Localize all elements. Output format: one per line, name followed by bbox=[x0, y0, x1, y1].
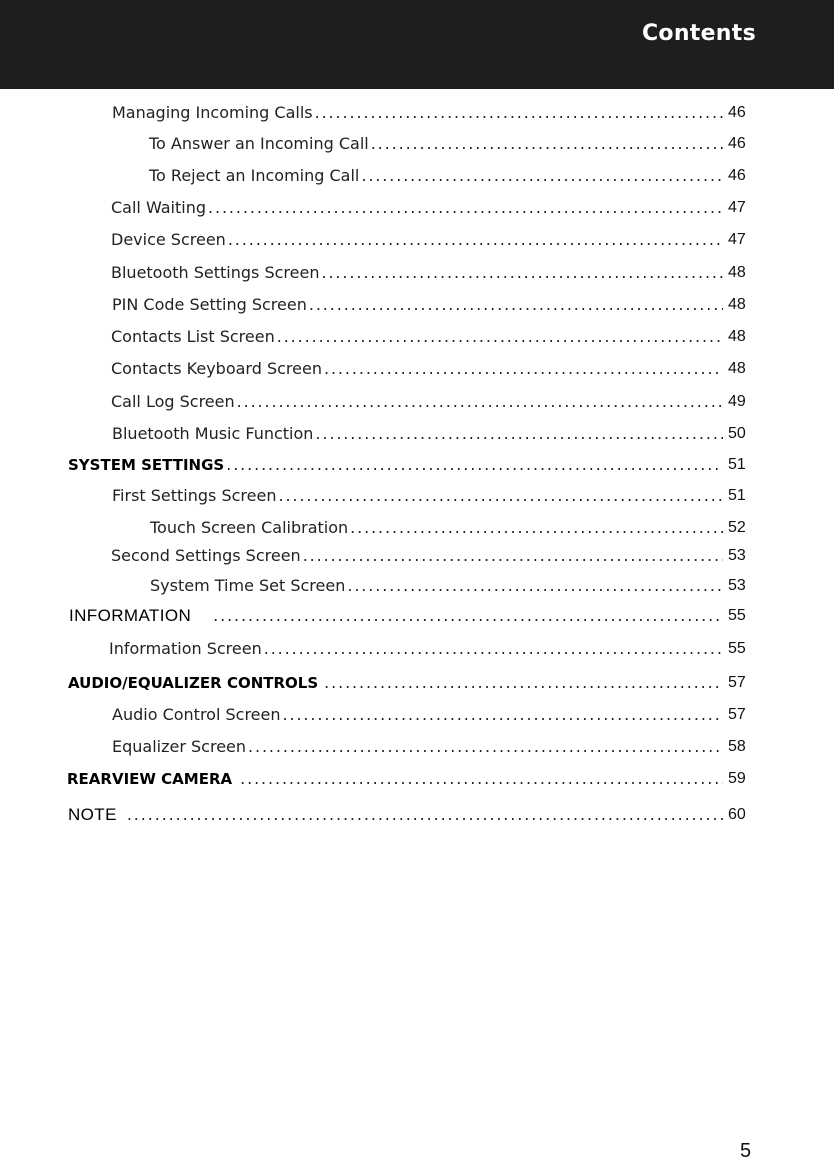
toc-section-rearview-camera[interactable] bbox=[67, 763, 758, 789]
toc-leader-dots bbox=[307, 295, 723, 315]
toc-leader-dots bbox=[117, 805, 723, 825]
toc-entry-system-time-set-screen[interactable] bbox=[150, 570, 758, 596]
toc-entry-managing-incoming-calls[interactable] bbox=[112, 97, 758, 123]
toc-entry-label: To Answer an Incoming Call bbox=[149, 134, 369, 153]
toc-leader-dots bbox=[313, 424, 723, 444]
toc-leader-dots bbox=[348, 518, 723, 538]
page-title: Contents bbox=[641, 21, 756, 46]
toc-entry-to-answer-an-incoming-call[interactable] bbox=[149, 128, 758, 154]
toc-section-system-settings[interactable] bbox=[68, 449, 758, 475]
toc-leader-dots bbox=[322, 359, 723, 379]
toc-leader-dots bbox=[319, 263, 723, 283]
toc-section-label: AUDIO/EQUALIZER CONTROLS bbox=[68, 674, 319, 692]
toc-entry-page: 55 bbox=[728, 607, 746, 624]
toc-section-note[interactable] bbox=[68, 799, 758, 825]
header-bar bbox=[0, 0, 834, 89]
toc-entry-label: Call Log Screen bbox=[111, 392, 235, 411]
toc-entry-bluetooth-settings-screen[interactable] bbox=[111, 257, 758, 283]
toc-entry-to-reject-an-incoming-call[interactable] bbox=[149, 160, 758, 186]
toc-leader-dots bbox=[345, 576, 723, 596]
toc-entry-contacts-keyboard-screen[interactable] bbox=[111, 353, 758, 379]
toc-entry-page: 51 bbox=[728, 487, 746, 504]
toc-leader-dots bbox=[246, 737, 723, 757]
toc-entry-call-waiting[interactable] bbox=[111, 192, 758, 218]
toc-leader-dots bbox=[301, 546, 723, 566]
toc-leader-dots bbox=[262, 639, 723, 659]
toc-entry-first-settings-screen[interactable] bbox=[112, 480, 758, 506]
toc-entry-page: 46 bbox=[728, 104, 746, 121]
toc-leader-dots bbox=[226, 230, 723, 250]
toc-entry-label: Audio Control Screen bbox=[112, 705, 281, 724]
toc-leader-dots bbox=[318, 673, 723, 693]
toc-entry-label: Touch Screen Calibration bbox=[150, 518, 349, 537]
toc-entry-page: 59 bbox=[728, 770, 746, 787]
toc-leader-dots bbox=[313, 103, 723, 123]
toc-entry-label: PIN Code Setting Screen bbox=[112, 295, 307, 314]
toc-entry-contacts-list-screen[interactable] bbox=[111, 321, 758, 347]
toc-entry-page: 60 bbox=[728, 806, 746, 823]
toc-entry-pin-code-setting-screen[interactable] bbox=[112, 289, 758, 315]
toc-entry-page: 48 bbox=[728, 264, 746, 281]
toc-entry-equalizer-screen[interactable] bbox=[112, 731, 758, 757]
toc-leader-dots bbox=[232, 769, 723, 789]
toc-section-label: REARVIEW CAMERA bbox=[67, 770, 233, 788]
toc-entry-page: 46 bbox=[728, 167, 746, 184]
toc-entry-label: Managing Incoming Calls bbox=[112, 103, 313, 122]
toc-section-information[interactable] bbox=[69, 600, 758, 626]
toc-entry-page: 48 bbox=[728, 360, 746, 377]
toc-leader-dots bbox=[224, 455, 723, 475]
toc-entry-page: 53 bbox=[728, 577, 746, 594]
toc-entry-label: Equalizer Screen bbox=[112, 737, 247, 756]
toc-entry-label: Information Screen bbox=[109, 639, 262, 658]
toc-entry-second-settings-screen[interactable] bbox=[111, 540, 758, 566]
toc-entry-page: 49 bbox=[728, 393, 746, 410]
toc-entry-page: 50 bbox=[728, 425, 746, 442]
page-number: 5 bbox=[740, 1140, 752, 1162]
toc-entry-page: 53 bbox=[728, 547, 746, 564]
toc-entry-page: 47 bbox=[728, 231, 746, 248]
toc-section-label: INFORMATION bbox=[69, 606, 192, 625]
toc-leader-dots bbox=[359, 166, 723, 186]
toc-leader-dots bbox=[206, 198, 723, 218]
toc-leader-dots bbox=[369, 134, 723, 154]
toc-entry-audio-control-screen[interactable] bbox=[112, 699, 758, 725]
toc-leader-dots bbox=[191, 606, 723, 626]
toc-entry-bluetooth-music-function[interactable] bbox=[112, 418, 758, 444]
toc-entry-page: 48 bbox=[728, 296, 746, 313]
toc-entry-page: 46 bbox=[728, 135, 746, 152]
toc-entry-label: Bluetooth Settings Screen bbox=[111, 263, 320, 282]
toc-entry-label: To Reject an Incoming Call bbox=[149, 166, 360, 185]
toc-leader-dots bbox=[281, 705, 724, 725]
toc-entry-label: Call Waiting bbox=[111, 198, 207, 217]
toc-entry-page: 47 bbox=[728, 199, 746, 216]
toc-entry-page: 57 bbox=[728, 706, 746, 723]
toc-section-label: SYSTEM SETTINGS bbox=[68, 456, 225, 474]
toc-entry-call-log-screen[interactable] bbox=[111, 386, 758, 412]
toc-entry-page: 51 bbox=[728, 456, 746, 473]
toc-entry-information-screen[interactable] bbox=[109, 633, 758, 659]
toc-entry-page: 57 bbox=[728, 674, 746, 691]
toc-entry-label: Second Settings Screen bbox=[111, 546, 301, 565]
toc-entry-page: 55 bbox=[728, 640, 746, 657]
toc-entry-device-screen[interactable] bbox=[111, 224, 758, 250]
toc-entry-page: 58 bbox=[728, 738, 746, 755]
toc-leader-dots bbox=[235, 392, 723, 412]
toc-section-label: NOTE bbox=[68, 805, 117, 824]
toc-entry-page: 48 bbox=[728, 328, 746, 345]
toc-leader-dots bbox=[276, 486, 723, 506]
toc-entry-label: System Time Set Screen bbox=[150, 576, 346, 595]
toc-entry-label: Contacts List Screen bbox=[111, 327, 275, 346]
toc-entry-touch-screen-calibration[interactable] bbox=[150, 512, 758, 538]
toc-entry-page: 52 bbox=[728, 519, 746, 536]
toc-entry-label: Bluetooth Music Function bbox=[112, 424, 314, 443]
toc-leader-dots bbox=[275, 327, 723, 347]
toc-entry-label: Contacts Keyboard Screen bbox=[111, 359, 322, 378]
toc-entry-label: First Settings Screen bbox=[112, 486, 277, 505]
toc-entry-label: Device Screen bbox=[111, 230, 226, 249]
toc-section-audio-equalizer-controls[interactable] bbox=[68, 667, 758, 693]
